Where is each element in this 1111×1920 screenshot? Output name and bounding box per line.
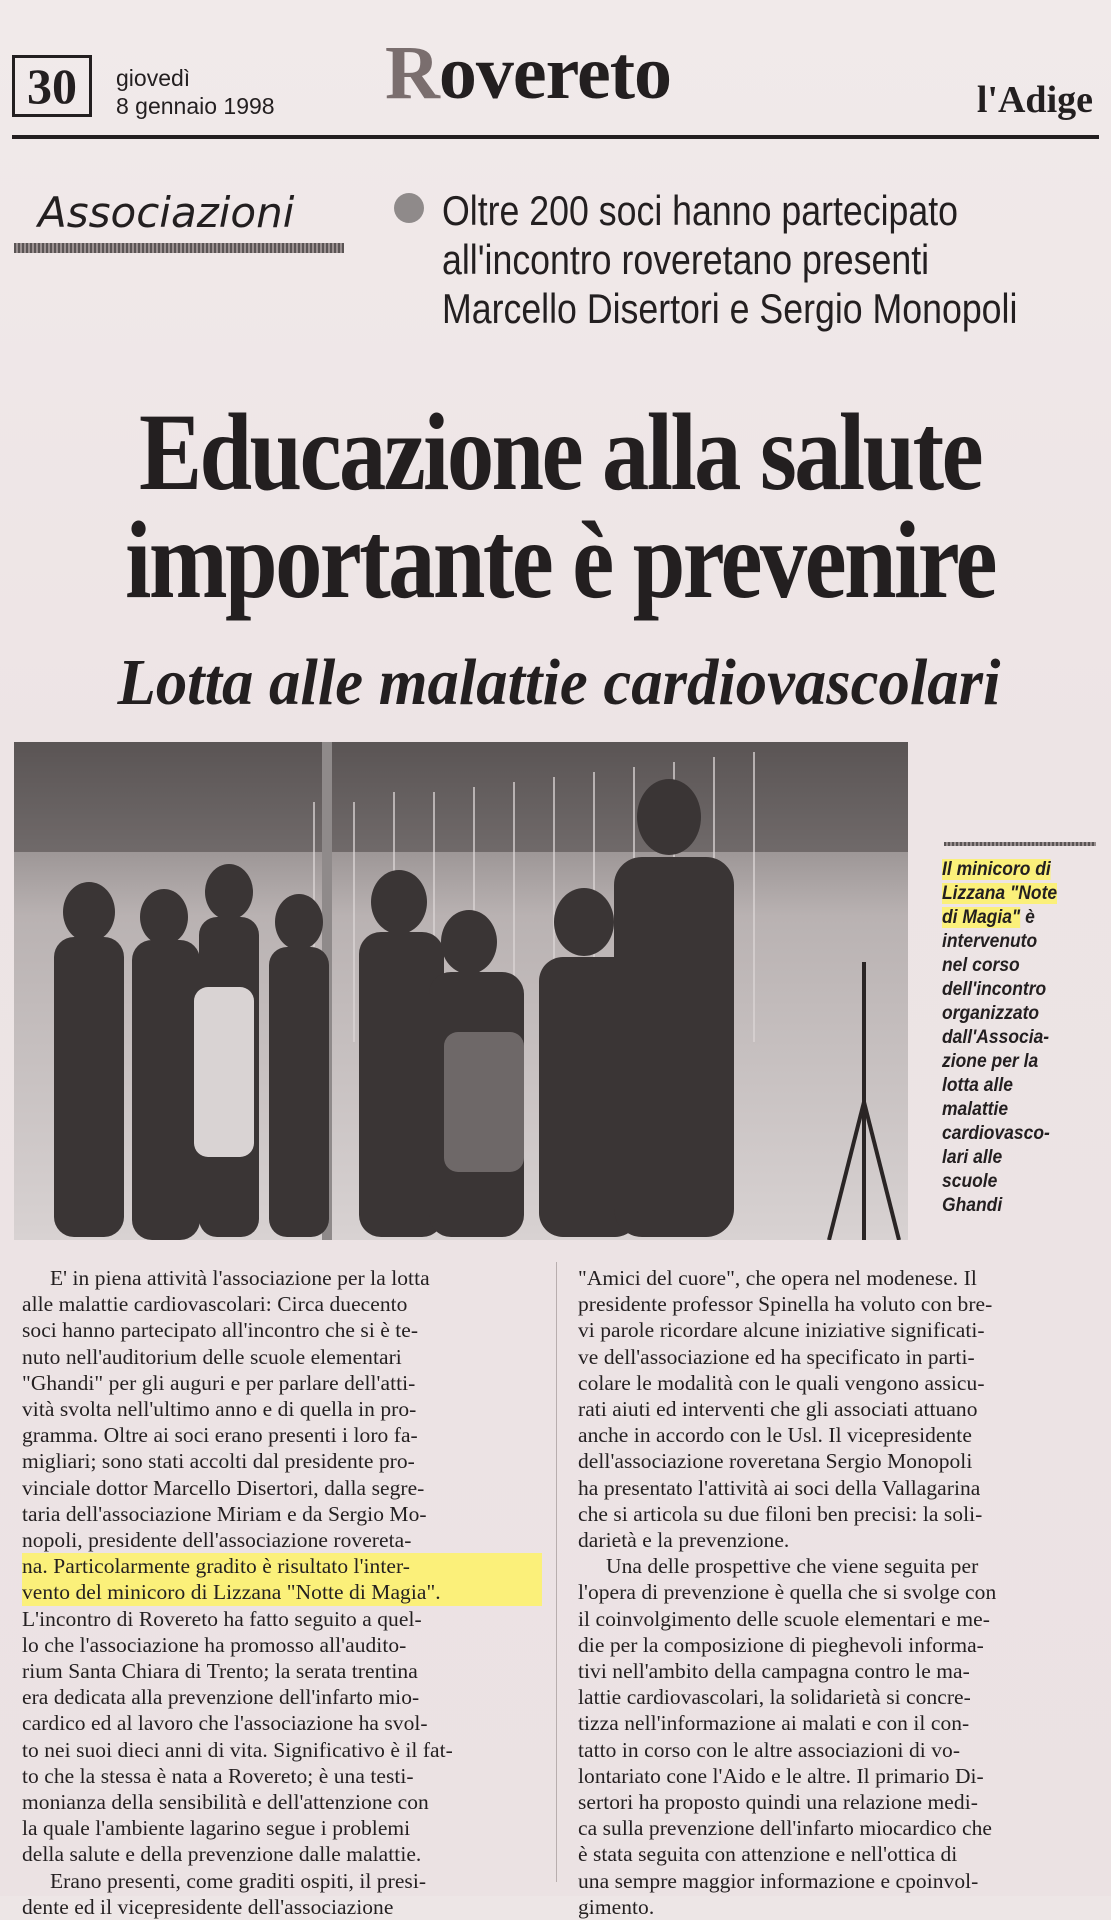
body-line: dell'associazione roveretana Sergio Monopoli: [578, 1449, 973, 1474]
body-line: tizza nell'informazione ai malati e con il con-: [578, 1711, 970, 1736]
caption-line: cardiovasco-: [942, 1123, 1050, 1144]
body-line: era dedicata alla prevenzione dell'infarto mio-: [22, 1685, 420, 1710]
body-line: nuto nell'auditorium delle scuole elementari: [22, 1344, 402, 1369]
headline-line: importante è prevenire: [125, 499, 995, 621]
body-line: la quale l'ambiente lagarino segue i problemi: [22, 1816, 411, 1841]
body-line: cardico ed al lavoro che l'associazione ha svol-: [22, 1711, 428, 1736]
article-column-right: [578, 1265, 1098, 1920]
body-line: rium Santa Chiara di Trento; la serata trentina: [22, 1659, 418, 1684]
body-line: ha presentato l'attività ai soci della Vallagarina: [578, 1475, 981, 1500]
body-line: lo che l'associazione ha promosso all'audito-: [22, 1632, 407, 1657]
body-line: rati aiuti ed interventi che gli associati attuano: [578, 1397, 978, 1422]
body-line: lattie cardiovascolari, la solidarietà si concre-: [578, 1685, 971, 1710]
body-line: gimento.: [578, 1894, 655, 1919]
subheadline: Lotta alle malattie cardiovascolari: [117, 646, 1001, 719]
body-line: il coinvolgimento delle scuole elementari e me-: [578, 1606, 990, 1631]
body-line: Una delle prospettive che viene seguita per: [606, 1554, 979, 1579]
photo-illustration: [14, 742, 908, 1240]
city-title: [385, 30, 671, 117]
body-line: taria dell'associazione Miriam e da Sergio Mo-: [22, 1501, 427, 1526]
caption-line: zione per la: [942, 1051, 1039, 1072]
bullet-icon: [394, 193, 424, 223]
article-column-left: [22, 1265, 542, 1920]
caption-line: Il minicoro di: [942, 859, 1051, 880]
body-line: una sempre maggior informazione e cpoinvol-: [578, 1868, 979, 1893]
body-line: to nei suoi dieci anni di vita. Significativo è il fat-: [22, 1737, 453, 1762]
body-line: gramma. Oltre ai soci erano presenti i loro fa-: [22, 1423, 418, 1448]
body-line: dente ed il vicepresidente dell'associazione: [22, 1894, 394, 1919]
choir-photo: [14, 742, 908, 1240]
body-line: Erano presenti, come graditi ospiti, il presi-: [50, 1868, 427, 1893]
caption-line: intervenuto: [942, 931, 1038, 952]
section-underline: [14, 243, 344, 253]
weekday: giovedì: [116, 65, 191, 91]
headline: [104, 391, 1016, 621]
body-line: ve dell'associazione ed ha specificato in parti-: [578, 1344, 975, 1369]
body-line: è stata seguita con attenzione e nell'ottica di: [578, 1842, 958, 1867]
caption-line: organizzato: [942, 1003, 1040, 1024]
body-line: vità svolta nell'ultimo anno e di quella in pro-: [22, 1397, 417, 1422]
body-line: darietà e la prevenzione.: [578, 1528, 790, 1553]
body-line-highlighted: na. Particolarmente gradito è risultato l'inter-: [22, 1553, 542, 1579]
body-line: colare le modalità con le quali vengono assicu-: [578, 1370, 985, 1395]
caption-line: Ghandi: [942, 1195, 1003, 1216]
body-line: lontariato cone l'Aido e le altre. Il primario Di-: [578, 1763, 984, 1788]
body-line: vinciale dottor Marcello Disertori, dalla segre-: [22, 1475, 425, 1500]
body-line: L'incontro di Rovereto ha fatto seguito a quel-: [22, 1606, 422, 1631]
caption-line: lotta alle: [942, 1075, 1013, 1096]
body-line: nopoli, presidente dell'associazione rovereta-: [22, 1528, 412, 1553]
newspaper-name: l'Adige: [976, 79, 1093, 121]
body-line: die per la composizione di pieghevoli informa-: [578, 1632, 984, 1657]
caption-line: lari alle: [942, 1147, 1003, 1168]
page-number: 30: [12, 55, 92, 117]
date-block: [116, 64, 275, 120]
body-line: vi parole ricordare alcune iniziative significati-: [578, 1318, 985, 1343]
body-line: "Amici del cuore", che opera nel modenese. Il: [578, 1266, 977, 1290]
body-line: E' in piena attività l'associazione per la lotta: [50, 1266, 430, 1290]
caption-line: dall'Associa-: [942, 1027, 1050, 1048]
body-line: che si articola su due filoni ben precisi: la soli-: [578, 1501, 983, 1526]
body-line: alle malattie cardiovascolari: Circa duecento: [22, 1292, 408, 1317]
caption-line: Lizzana "Note: [942, 883, 1058, 904]
body-line: l'opera di prevenzione è quella che si svolge con: [578, 1580, 997, 1605]
body-line: to che la stessa è nata a Rovereto; è una testi-: [22, 1763, 414, 1788]
body-line: "Ghandi" per gli auguri e per parlare dell'atti-: [22, 1370, 416, 1395]
body-line: monianza della sensibilità e dell'attenzione con: [22, 1790, 429, 1815]
caption-line: nel corso: [942, 955, 1020, 976]
body-line: anche in accordo con le Usl. Il vicepresidente: [578, 1423, 972, 1448]
caption-rule: [944, 842, 1096, 846]
body-line: tivi nell'ambito della campagna contro le ma-: [578, 1659, 970, 1684]
date: 8 gennaio 1998: [116, 93, 275, 119]
caption-line: dell'incontro: [942, 979, 1047, 1000]
section-label: Associazioni: [38, 188, 295, 237]
body-line: soci hanno partecipato all'incontro che si è te-: [22, 1318, 419, 1343]
body-line: della salute e della prevenzione dalle malattie.: [22, 1842, 422, 1867]
body-line-highlighted: vento del minicoro di Lizzana "Notte di Magia".: [22, 1579, 542, 1605]
column-divider: [556, 1262, 557, 1882]
city-rest: overeto: [438, 31, 672, 115]
headline-line: Educazione alla salute: [139, 391, 981, 513]
body-line: presidente professor Spinella ha voluto con bre-: [578, 1292, 993, 1317]
header-rule: [12, 135, 1099, 139]
photo-caption: [942, 858, 1089, 1218]
body-line: migliari; sono stati accolti dal presidente pro-: [22, 1449, 415, 1474]
caption-line: è: [1025, 907, 1035, 928]
body-line: tatto in corso con le altre associazioni di vo-: [578, 1737, 961, 1762]
body-line: ca sulla prevenzione dell'infarto miocardico che: [578, 1816, 992, 1841]
kicker-line: all'incontro roveretano presenti: [442, 236, 930, 283]
caption-line: scuole: [942, 1171, 998, 1192]
kicker-line: Oltre 200 soci hanno partecipato: [442, 187, 959, 234]
caption-line: di Magia": [942, 907, 1021, 928]
kicker: [442, 186, 1018, 333]
kicker-line: Marcello Disertori e Sergio Monopoli: [442, 285, 1018, 332]
body-line: sertori ha proposto quindi una relazione medi-: [578, 1790, 978, 1815]
caption-line: malattie: [942, 1099, 1009, 1120]
city-initial: R: [385, 31, 439, 115]
